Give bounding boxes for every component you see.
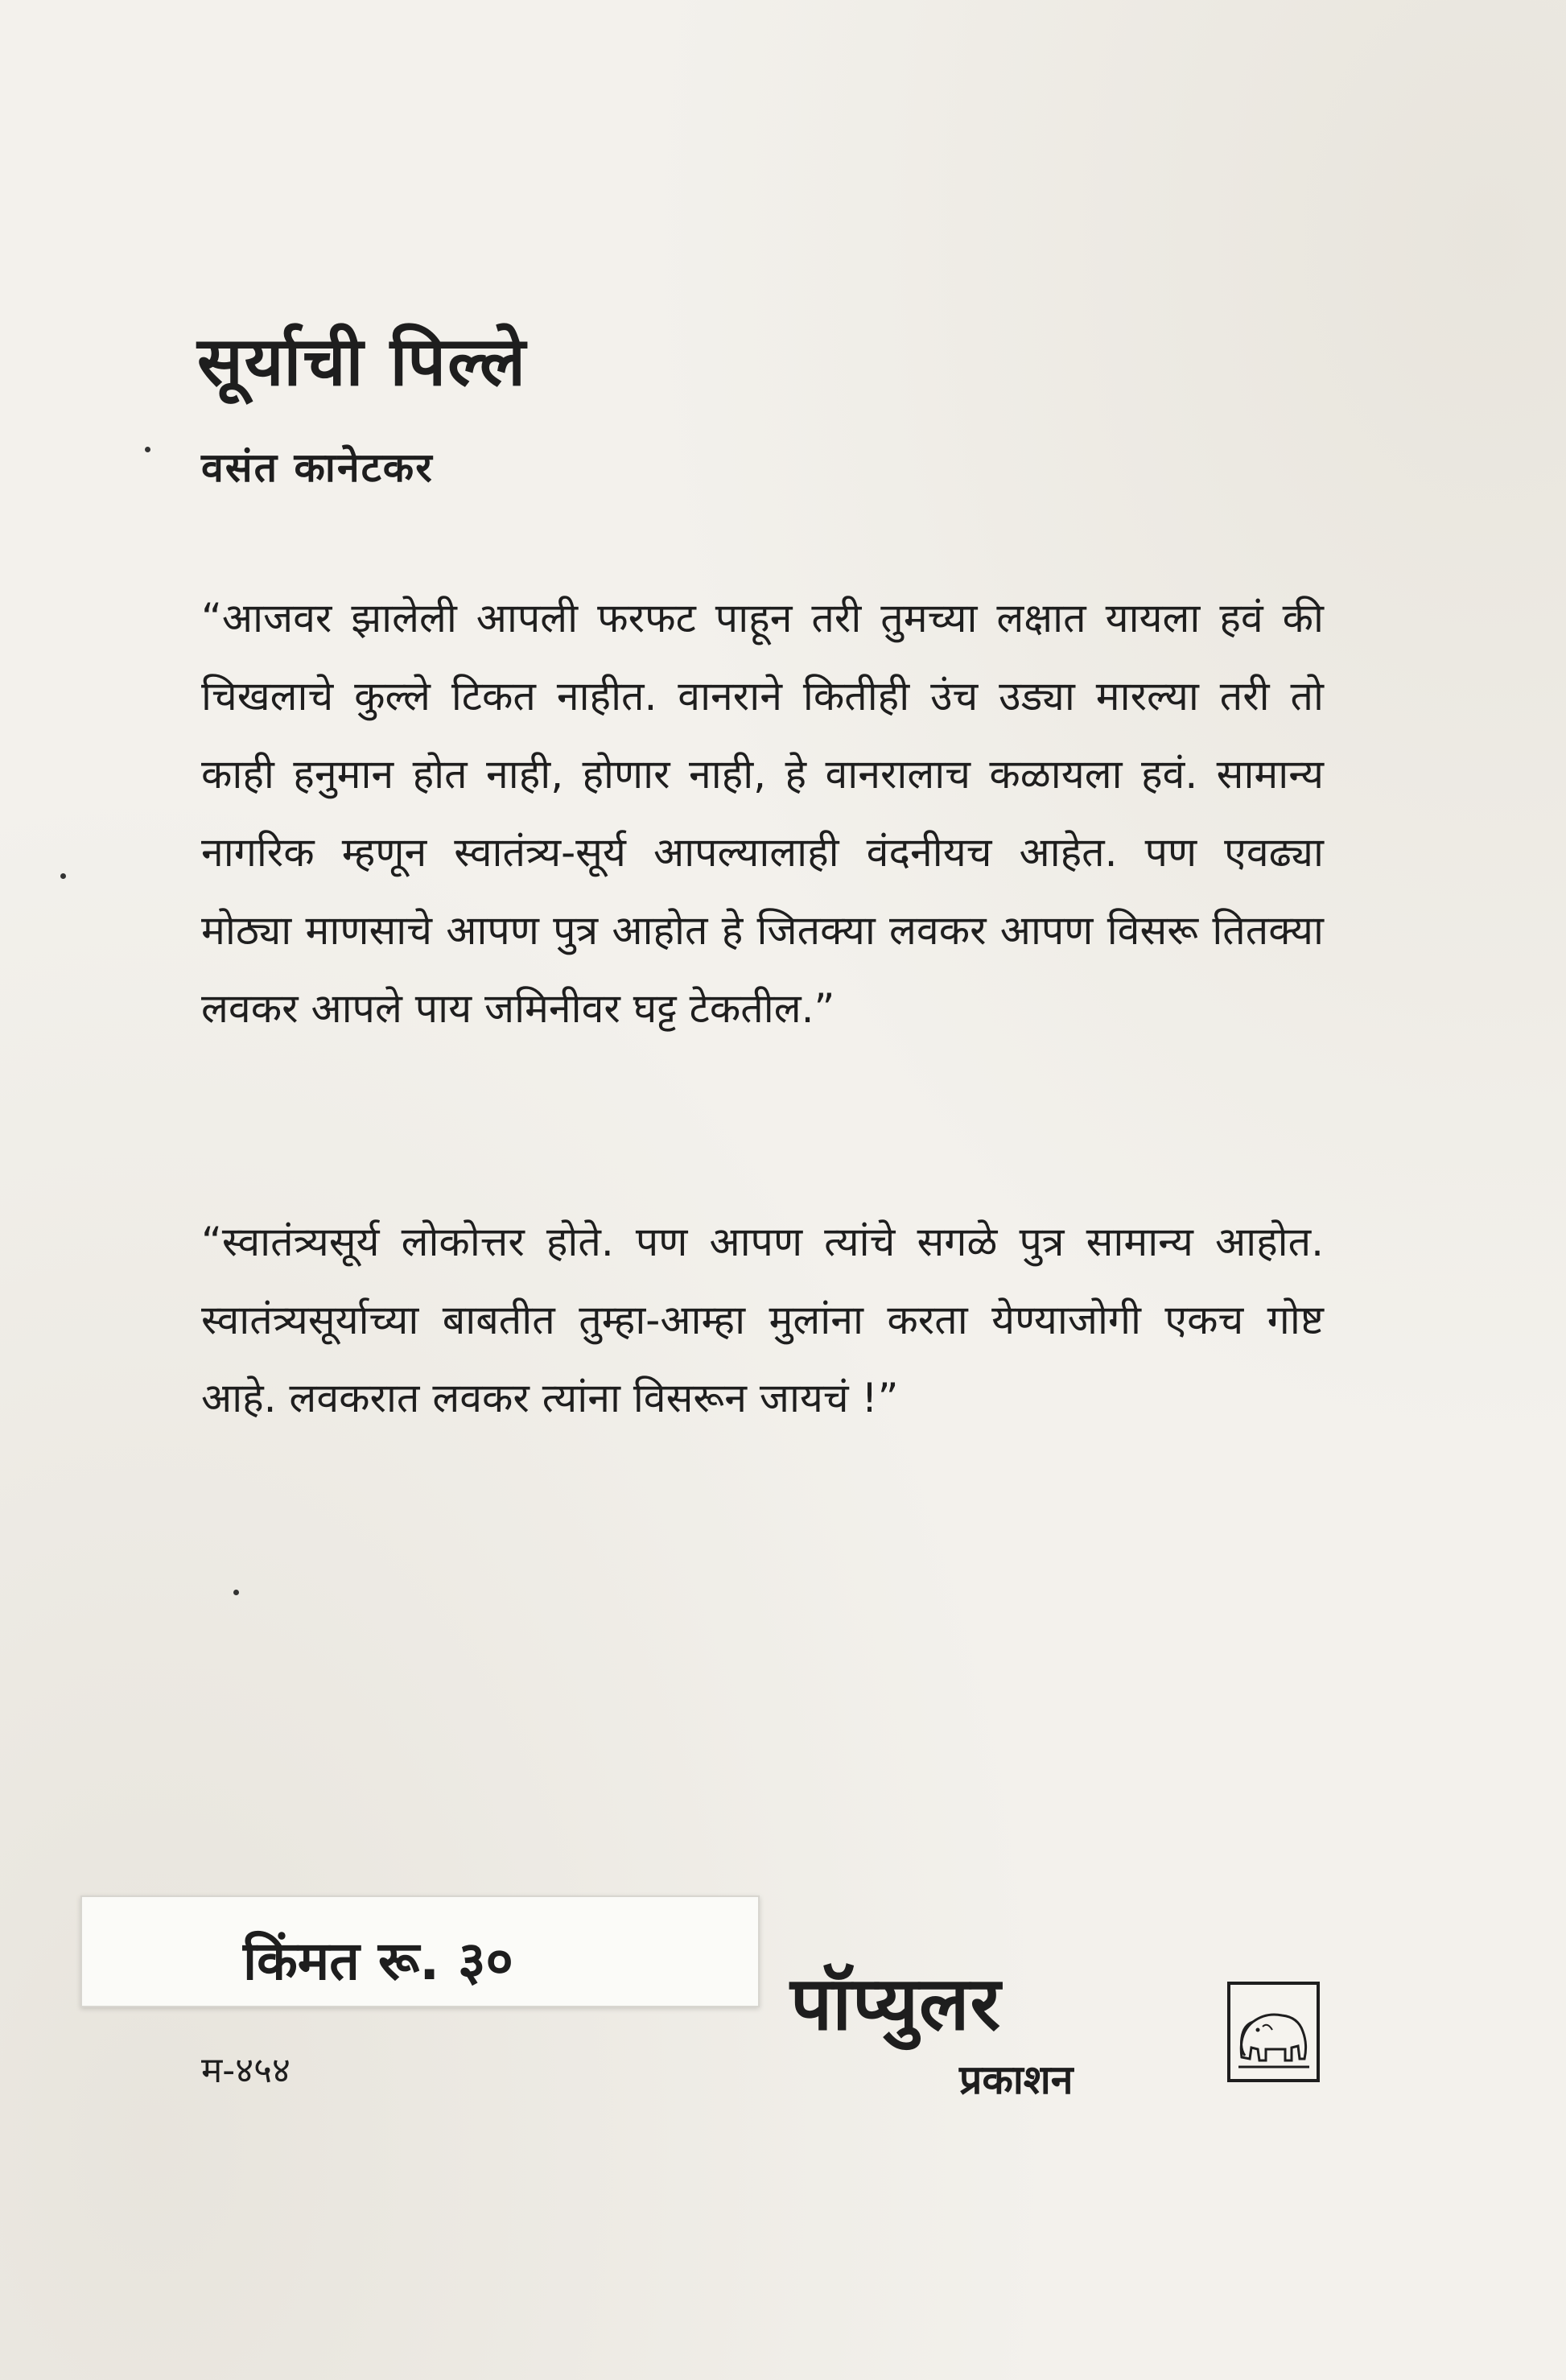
publisher-mark: [790, 1961, 1074, 2103]
ink-speck: [233, 1590, 239, 1595]
excerpt-paragraph-2: “स्वातंत्र्यसूर्य लोकोत्तर होते. पण आपण त्यांचे सगळे पुत्र सामान्य आहोत. स्वातंत्र्यसूर्याच्या बाबतीत तुम्हा-आम्हा मुलांना करता येण्याजोगी एकच गोष्ट आहे. लवकरात लवकर त्यांना विसरून जायचं !”: [201, 1219, 1324, 1421]
publisher-subtitle: प्रकाशन: [959, 2056, 1074, 2103]
price-text: किंमत रू. ३०: [243, 1930, 513, 1992]
catalog-number: म-४५४: [201, 2050, 291, 2091]
elephant-icon: [1227, 1982, 1320, 2082]
ink-speck: [60, 873, 66, 879]
price-sticker: [80, 1895, 760, 2007]
author-name: वसंत कानेटकर: [201, 444, 434, 491]
book-title: सूर्याची पिल्ले: [197, 322, 527, 401]
ink-speck: [145, 447, 150, 452]
publisher-name: पॉप्युलर: [790, 1961, 1002, 2047]
excerpt-paragraph-1: “आजवर झालेली आपली फरफट पाहून तरी तुमच्या लक्षात यायला हवं की चिखलाचे कुल्ले टिकत नाहीत. वानराने कितीही उंच उड्या मारल्या तरी तो काही हनुमान होत नाही, होणार नाही, हे वानरालाच कळायला हवं. सामान्य नागरिक म्हणून स्वातंत्र्य-सूर्य आपल्यालाही वंदनीयच आहेत. पण एवढ्या मोठ्या माणसाचे आपण पुत्र आहोत हे जितक्या लवकर आपण विसरू तितक्या लवकर आपले पाय जमिनीवर घट्ट टेकतील.”: [201, 595, 1324, 1032]
